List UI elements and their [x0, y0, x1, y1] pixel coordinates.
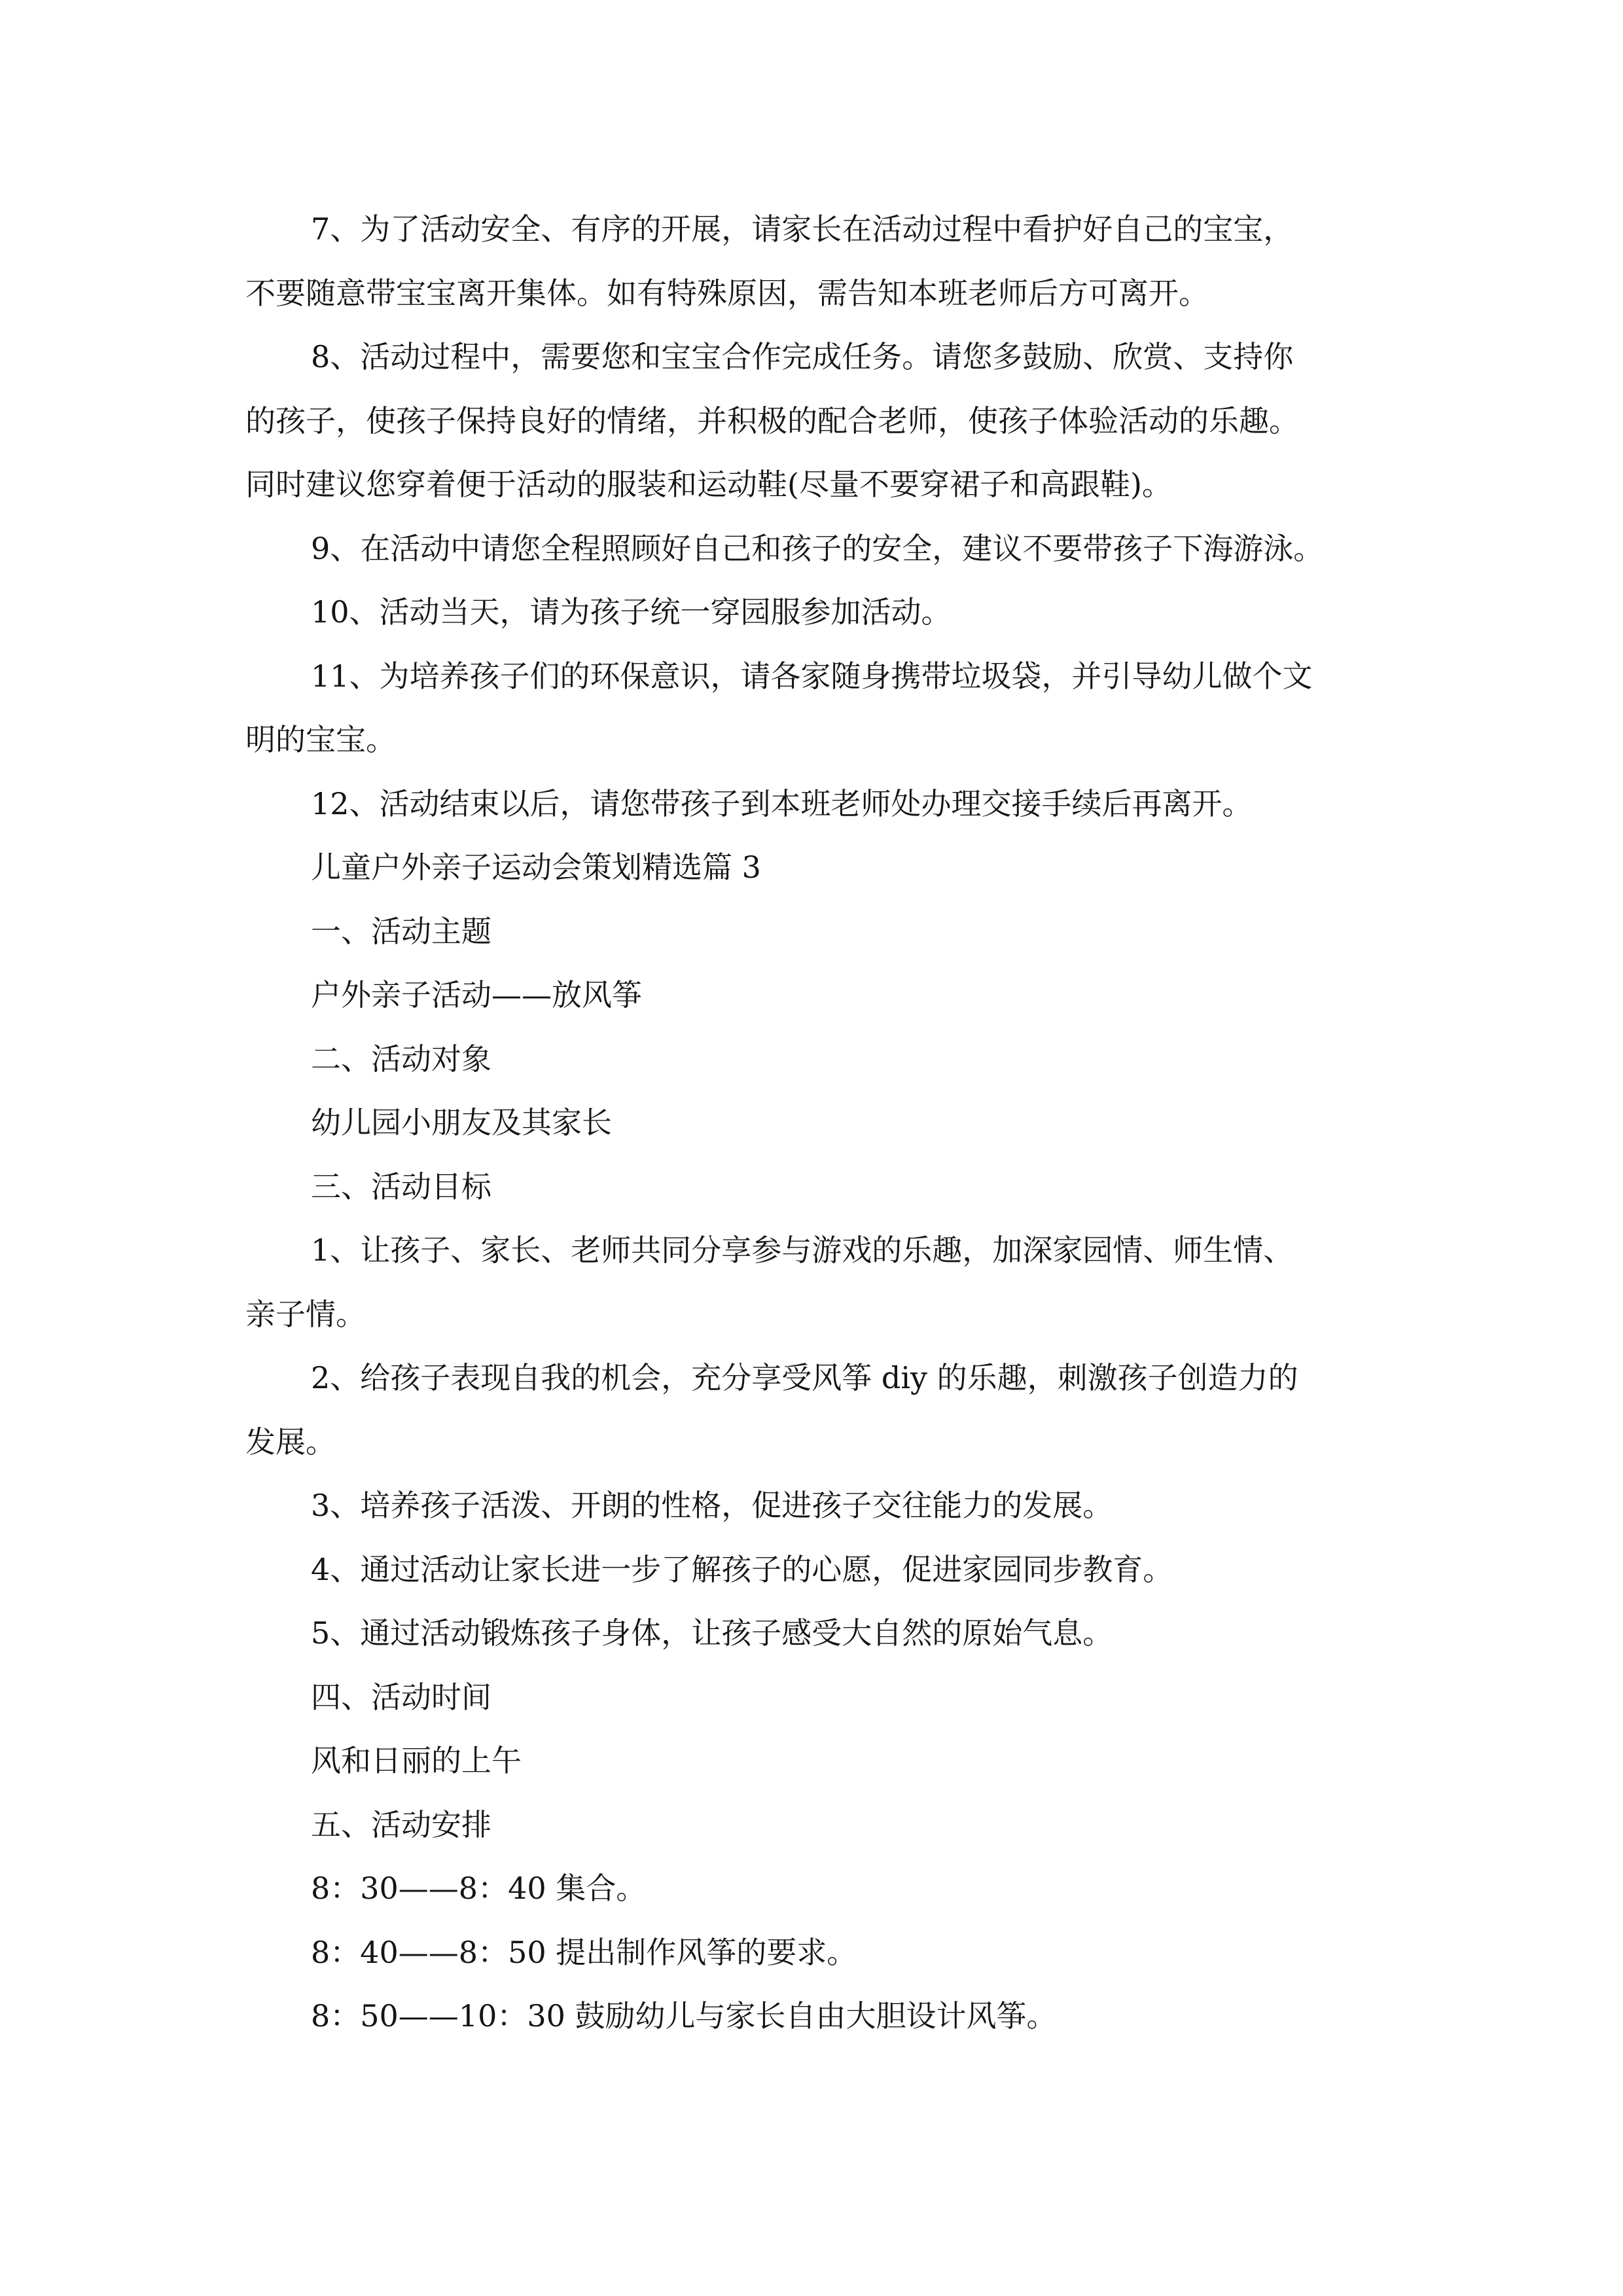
text-line: 不要随意带宝宝离开集体。如有特殊原因，需告知本班老师后方可离开。: [245, 275, 1209, 311]
text-line: 1、让孩子、家长、老师共同分享参与游戏的乐趣，加深家园情、师生情、: [311, 1232, 1294, 1268]
text-line: 9、在活动中请您全程照顾好自己和孩子的安全，建议不要带孩子下海游泳。: [311, 530, 1324, 566]
text-line: 幼儿园小朋友及其家长: [311, 1105, 612, 1140]
text-line: 2、给孩子表现自我的机会，充分享受风筝 diy 的乐趣，刺激孩子创造力的: [311, 1360, 1298, 1395]
schedule-item: 8：50——10：30 鼓励幼儿与家长自由大胆设计风筝。: [311, 1998, 1057, 2034]
text-line: 3、培养孩子活泼、开朗的性格，促进孩子交往能力的发展。: [311, 1488, 1113, 1523]
text-line: 亲子情。: [245, 1296, 366, 1332]
text-line: 8、活动过程中，需要您和宝宝合作完成任务。请您多鼓励、欣赏、支持你: [311, 339, 1294, 374]
text-line: 7、为了活动安全、有序的开展，请家长在活动过程中看护好自己的宝宝，: [311, 211, 1294, 247]
text-line: 5、通过活动锻炼孩子身体，让孩子感受大自然的原始气息。: [311, 1615, 1113, 1651]
text-line: 4、通过活动让家长进一步了解孩子的心愿，促进家园同步教育。: [311, 1551, 1173, 1587]
schedule-item: 8：30——8：40 集合。: [311, 1871, 647, 1906]
document-body: [245, 198, 1397, 2049]
text-line: 发展。: [245, 1424, 336, 1460]
section-heading: 五、活动安排: [311, 1806, 491, 1842]
section-heading: 一、活动主题: [311, 913, 491, 949]
text-line: 10、活动当天，请为孩子统一穿园服参加活动。: [311, 594, 952, 630]
section-heading: 四、活动时间: [311, 1679, 491, 1715]
schedule-item: 8：40——8：50 提出制作风筝的要求。: [311, 1934, 857, 1970]
section-heading: 三、活动目标: [311, 1168, 491, 1204]
text-line: 的孩子，使孩子保持良好的情绪，并积极的配合老师，使孩子体验活动的乐趣。: [245, 403, 1299, 439]
text-line: 户外亲子活动——放风筝: [311, 977, 642, 1013]
section-title: 儿童户外亲子运动会策划精选篇 3: [311, 850, 761, 885]
text-line: 11、为培养孩子们的环保意识，请各家随身携带垃圾袋，并引导幼儿做个文: [311, 658, 1313, 694]
text-line: 12、活动结束以后，请您带孩子到本班老师处办理交接手续后再离开。: [311, 785, 1253, 821]
section-heading: 二、活动对象: [311, 1041, 491, 1077]
text-line: 明的宝宝。: [245, 722, 396, 757]
text-line: 同时建议您穿着便于活动的服装和运动鞋(尽量不要穿裙子和高跟鞋)。: [245, 467, 1172, 502]
text-line: 风和日丽的上午: [311, 1743, 522, 1778]
